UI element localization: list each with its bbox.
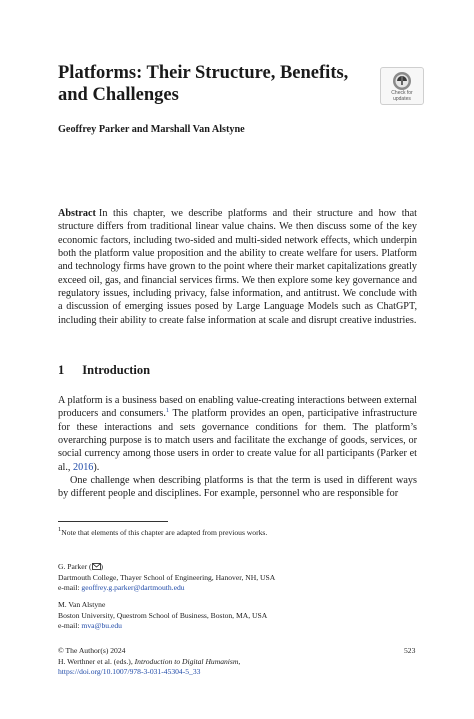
section-title: Introduction (82, 363, 151, 377)
doi-link[interactable]: https://doi.org/10.1007/978-3-031-45304-5_33 (58, 667, 201, 677)
paragraph-2: One challenge when describing platforms is that the term is used in different ways by different people and disciplines. For example, personnel who are responsible for (58, 475, 417, 500)
section-heading (58, 363, 150, 378)
footnote-divider (58, 521, 168, 522)
paragraph-1-part-b: The platform provides an open, participative infrastructure for these interactions and sets governance conditions for them. The platform’s overarching purpose is to match users and facilitate the exchange of goods, services, or social currency among those users in order to create value for all participants (Parker et al., (58, 408, 417, 473)
footnote (58, 528, 418, 539)
email-link-van-alstyne[interactable]: mva@bu.edu (81, 621, 122, 631)
title-line-2: and Challenges (58, 85, 179, 105)
affiliation-van-alstyne (58, 600, 418, 632)
body-text (58, 394, 417, 501)
badge-text-line-1: Check for (391, 90, 413, 96)
author-name-van-alstyne: M. Van Alstyne (58, 600, 106, 609)
email-label: e-mail: (58, 583, 82, 593)
check-for-updates-badge[interactable] (380, 67, 424, 105)
chapter-title (58, 62, 358, 106)
abstract-label: Abstract (58, 208, 96, 219)
page-number: 523 (404, 646, 416, 655)
author-name-parker (58, 562, 418, 573)
abstract (58, 207, 417, 327)
title-line-1: Platforms: Their Structure, Benefits, (58, 63, 349, 83)
badge-text-line-2: updates (393, 95, 411, 102)
check-for-updates-icon (392, 71, 412, 91)
footnote-ref[interactable]: 1 (165, 407, 170, 415)
book-title: Introduction to Digital Humanism (134, 656, 239, 666)
book-editors: H. Werthner et al. (eds.), (58, 656, 135, 666)
footnote-text: Note that elements of this chapter are adapted from previous works. (61, 528, 268, 537)
paragraph-1-part-c: ). (93, 461, 100, 473)
book-citation (58, 657, 418, 668)
book-suffix: , (238, 656, 241, 666)
authors: Geoffrey Parker and Marshall Van Alstyne (58, 124, 245, 135)
citation-link[interactable]: 2016 (73, 461, 94, 473)
copyright-line: © The Author(s) 2024 (58, 646, 126, 655)
institution-parker: Dartmouth College, Thayer School of Engineering, Hanover, NH, USA (58, 572, 276, 582)
author-name-parker-end: ) (100, 562, 104, 571)
email-row-parker (58, 583, 418, 594)
abstract-text: In this chapter, we describe platforms and their structure and how that structure differs from traditional linear value chains. We then discuss some of the key economic factors, including two-sided and multi-sided network effects, which underpin both the platform value proposition and the ability to create welfare for users. Platform and technology firms have grown to the point where their market capitalizations greatly exceed oil, gas, and financial services firms. We then explore some key governance and regulatory issues, including privacy, false information, and antitrust. We conclude with a discussion of emerging issues posed by Large Language Models such as ChatGPT, including their ability to create false information at scale and disrupt creative industries. (58, 208, 417, 326)
author-name-parker-text: G. Parker ( (58, 562, 92, 571)
affiliation-parker (58, 562, 418, 594)
email-row-van-alstyne (58, 621, 418, 632)
email-link-parker[interactable]: geoffrey.g.parker@dartmouth.edu (81, 583, 185, 593)
institution-van-alstyne: Boston University, Questrom School of Business, Boston, MA, USA (58, 610, 268, 620)
footnote-number: 1 (58, 526, 62, 533)
paragraph-1-part-a: A platform is a business based on enabling value-creating interactions between external producers and consumers. (58, 395, 417, 420)
mail-icon (92, 563, 101, 570)
section-number: 1 (58, 363, 65, 377)
email-label: e-mail: (58, 621, 82, 631)
paragraph-1 (58, 394, 417, 474)
copyright-block (58, 646, 418, 678)
